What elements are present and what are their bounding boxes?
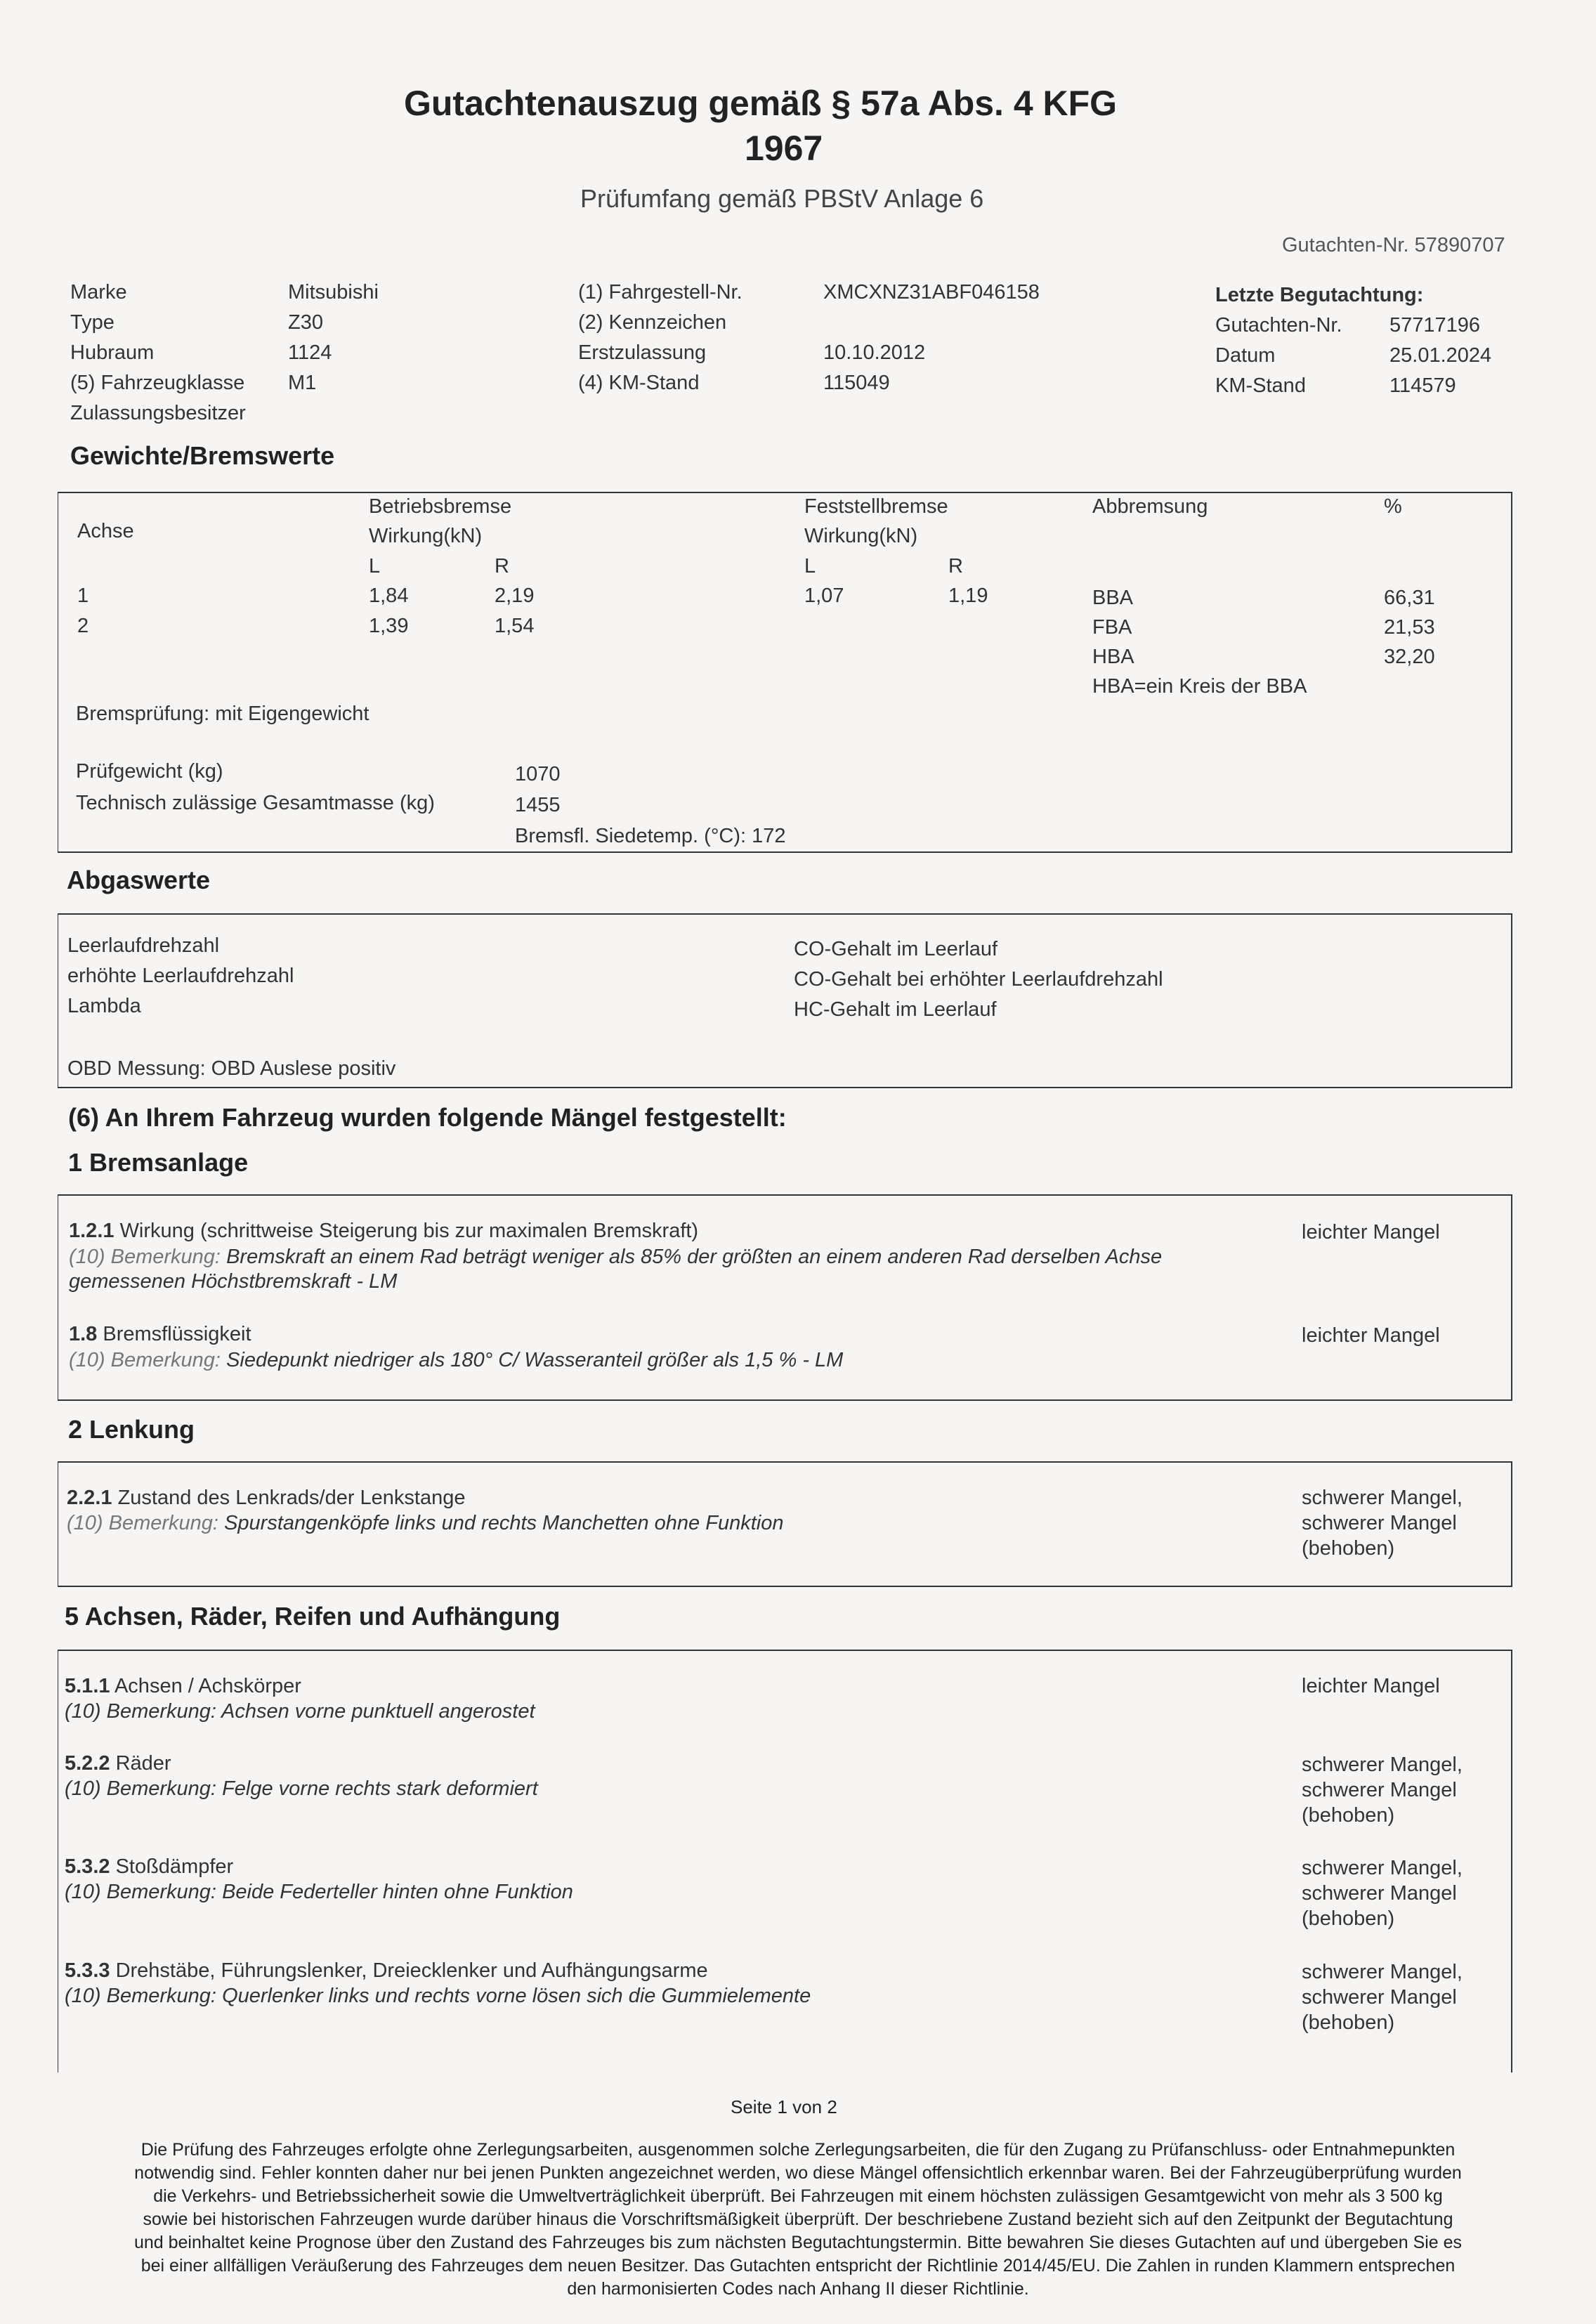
defect-severity: schwerer Mangel	[1302, 1986, 1457, 2009]
defect-code: 5.3.2	[65, 1855, 110, 1878]
defect-severity-status: (behoben)	[1302, 1907, 1395, 1930]
defect-severity: leichter Mangel	[1302, 1324, 1440, 1347]
disclaimer-line: notwendig sind. Fehler konnten daher nur bei jenen Punkten angezeichnet werden, wo diese Mängel offensichtlich erkennbar waren. Bei der Fahrzeugüberprüfung wurden	[134, 2163, 1462, 2183]
test-weight-label: Prüfgewicht (kg)	[76, 760, 223, 783]
axle-1-service-R: 2,19	[495, 585, 535, 607]
defect-severity: schwerer Mangel	[1302, 1882, 1457, 1905]
axle-2: 2	[77, 615, 89, 637]
disclaimer-line: sowie bei historischen Fahrzeugen wurde darüber hinaus die Vorschriftsmäßigkeit überprüft. Der beschriebene Zustand bezieht sich auf den Zeitpunkt der Begutachtung	[143, 2209, 1453, 2229]
emission-high-idle-rpm: erhöhte Leerlaufdrehzahl	[67, 965, 294, 987]
disclaimer-line: den harmonisierten Codes nach Anhang II dieser Richtlinie.	[567, 2279, 1029, 2299]
disclaimer	[70, 2139, 1526, 2301]
gross-mass-value: 1455	[515, 794, 561, 816]
service-effect-header: Wirkung(kN)	[369, 525, 483, 547]
value-erstzulassung: 10.10.2012	[823, 341, 926, 364]
axle-1-service-L: 1,84	[369, 585, 409, 607]
value-hubraum: 1124	[288, 341, 332, 364]
remark-prefix: (10) Bemerkung:	[69, 1246, 221, 1268]
value-fahrzeugklasse: M1	[288, 372, 317, 394]
defect-severity: schwerer Mangel,	[1302, 1857, 1463, 1879]
brake-test-mode: Bremsprüfung: mit Eigengewicht	[76, 703, 369, 725]
section-lenkung: 2 Lenkung	[68, 1415, 195, 1444]
value-type: Z30	[288, 311, 323, 334]
label-fahrgestell: (1) Fahrgestell-Nr.	[578, 281, 743, 303]
emission-hc-idle: HC-Gehalt im Leerlauf	[794, 998, 997, 1021]
defect-severity: schwerer Mangel	[1302, 1779, 1457, 1801]
obd-measurement: OBD Messung: OBD Auslese positiv	[67, 1057, 396, 1080]
disclaimer-line: bei einer allfälligen Veräußerung des Fahrzeuges dem neuen Besitzer. Das Gutachten entspricht der Richtlinie 2014/45/EU. Die Zahlen in runden Klammern entsprechen	[140, 2256, 1456, 2276]
axle-header: Achse	[77, 520, 134, 542]
defect-remark: Bremskraft an einem Rad beträgt weniger als 85% der größten an einem anderen Rad derselben Achse	[226, 1246, 1163, 1268]
defects-heading: (6) An Ihrem Fahrzeug wurden folgende Mängel festgestellt:	[68, 1103, 787, 1132]
service-R-header: R	[495, 555, 509, 577]
document-title: Gutachtenauszug gemäß § 57a Abs. 4 KFG	[404, 84, 1118, 123]
defect-name: Zustand des Lenkrads/der Lenkstange	[117, 1487, 466, 1509]
defect-remark: Querlenker links und rechts vorne lösen sich die Gummielemente	[222, 1985, 811, 2007]
deceleration-header: Abbremsung	[1092, 495, 1208, 518]
emission-idle-rpm: Leerlaufdrehzahl	[67, 934, 220, 957]
parking-R-header: R	[948, 555, 963, 577]
label-erstzulassung: Erstzulassung	[578, 341, 707, 364]
defect-severity: schwerer Mangel,	[1302, 1961, 1463, 1983]
hba-note: HBA=ein Kreis der BBA	[1092, 675, 1307, 698]
defect-remark: Spurstangenköpfe links und rechts Manchetten ohne Funktion	[224, 1512, 784, 1534]
defect-severity-status: (behoben)	[1302, 2011, 1395, 2034]
defect-code: 1.2.1	[69, 1220, 115, 1242]
remark-prefix: (10) Bemerkung:	[65, 1700, 216, 1723]
remark-prefix: (10) Bemerkung:	[69, 1349, 221, 1371]
decel-hba-value: 32,20	[1384, 646, 1435, 668]
defect-severity-status: (behoben)	[1302, 1537, 1395, 1560]
defect-remark: Achsen vorne punktuell angerostet	[221, 1700, 535, 1723]
decel-bba-value: 66,31	[1384, 587, 1435, 609]
brake-fluid-boiling-temp: Bremsfl. Siedetemp. (°C): 172	[515, 825, 786, 847]
value-km-stand: 115049	[823, 372, 890, 394]
parking-brake-header: Feststellbremse	[804, 495, 948, 518]
defect-code: 5.2.2	[65, 1752, 110, 1775]
label-last-date: Datum	[1215, 344, 1276, 367]
defect-severity: schwerer Mangel	[1302, 1512, 1457, 1534]
service-brake-header: Betriebsbremse	[369, 495, 512, 518]
axle-1-parking-L: 1,07	[804, 585, 844, 607]
defect-name: Drehstäbe, Führungslenker, Dreiecklenker und Aufhängungsarme	[115, 1959, 708, 1982]
defect-code: 5.1.1	[65, 1675, 110, 1697]
emissions-heading: Abgaswerte	[67, 866, 211, 894]
value-fahrgestell: XMCXNZ31ABF046158	[823, 281, 1040, 303]
section-achsen: 5 Achsen, Räder, Reifen und Aufhängung	[65, 1602, 561, 1631]
defect-severity: leichter Mangel	[1302, 1675, 1440, 1697]
label-fahrzeugklasse: (5) Fahrzeugklasse	[70, 372, 245, 394]
disclaimer-line: Die Prüfung des Fahrzeuges erfolgte ohne Zerlegungsarbeiten, ausgenommen solche Zerlegungsarbeiten, die für den Zugang zu Prüfanschluss- oder Entnahmepunkten	[140, 2140, 1456, 2160]
defect-name: Achsen / Achskörper	[114, 1675, 301, 1697]
parking-L-header: L	[804, 555, 816, 577]
emission-co-high-idle: CO-Gehalt bei erhöhter Leerlaufdrehzahl	[794, 968, 1163, 991]
emission-co-idle: CO-Gehalt im Leerlauf	[794, 938, 998, 960]
remark-prefix: (10) Bemerkung:	[67, 1512, 218, 1534]
defect-name: Räder	[115, 1752, 171, 1775]
value-last-report-nr: 57717196	[1389, 314, 1481, 337]
decel-bba-label: BBA	[1092, 587, 1134, 609]
decel-fba-label: FBA	[1092, 616, 1132, 639]
disclaimer-line: und beinhaltet keine Prognose über den Zustand des Fahrzeuges bis zum nächsten Begutachtungstermin. Bitte bewahren Sie dieses Gutachten auf und übergeben Sie es	[133, 2233, 1463, 2252]
page-number: Seite 1 von 2	[731, 2096, 837, 2117]
defect-remark: Felge vorne rechts stark deformiert	[222, 1777, 538, 1800]
label-hubraum: Hubraum	[70, 341, 155, 364]
defect-remark-cont: gemessenen Höchstbremskraft - LM	[69, 1270, 398, 1293]
defect-name: Wirkung (schrittweise Steigerung bis zur maximalen Bremskraft)	[119, 1220, 699, 1242]
document-subtitle: Prüfumfang gemäß PBStV Anlage 6	[580, 184, 984, 213]
last-inspection-heading: Letzte Begutachtung:	[1215, 284, 1424, 306]
section-bremsanlage: 1 Bremsanlage	[68, 1148, 249, 1177]
remark-prefix: (10) Bemerkung:	[65, 1985, 216, 2007]
disclaimer-line: die Verkehrs- und Betriebssicherheit sowie die Umweltverträglichkeit überprüft. Bei Fahrzeugen mit einem höchsten zulässigen Gesamtgewicht von mehr als 3 500 kg	[153, 2186, 1443, 2206]
axle-2-service-L: 1,39	[369, 615, 409, 637]
value-last-date: 25.01.2024	[1389, 344, 1492, 367]
defect-remark: Siedepunkt niedriger als 180° C/ Wasseranteil größer als 1,5 % - LM	[226, 1349, 844, 1371]
value-last-km: 114579	[1389, 374, 1456, 397]
defect-severity: leichter Mangel	[1302, 1221, 1440, 1243]
axle-1-parking-R: 1,19	[948, 585, 988, 607]
defect-remark: Beide Federteller hinten ohne Funktion	[222, 1881, 573, 1903]
label-type: Type	[70, 311, 115, 334]
defect-code: 1.8	[69, 1323, 98, 1345]
emission-lambda: Lambda	[67, 995, 141, 1017]
service-L-header: L	[369, 555, 381, 577]
defect-severity: schwerer Mangel,	[1302, 1487, 1463, 1509]
label-zulassungsbesitzer: Zulassungsbesitzer	[70, 402, 246, 424]
label-marke: Marke	[70, 281, 127, 303]
remark-prefix: (10) Bemerkung:	[65, 1777, 216, 1800]
gross-mass-label: Technisch zulässige Gesamtmasse (kg)	[76, 792, 435, 814]
value-marke: Mitsubishi	[288, 281, 379, 303]
brakes-heading: Gewichte/Bremswerte	[70, 441, 335, 470]
defect-code: 5.3.3	[65, 1959, 110, 1982]
defect-severity-status: (behoben)	[1302, 1804, 1395, 1827]
parking-effect-header: Wirkung(kN)	[804, 525, 918, 547]
label-last-report-nr: Gutachten-Nr.	[1215, 314, 1342, 337]
label-kennzeichen: (2) Kennzeichen	[578, 311, 727, 334]
document-year: 1967	[745, 129, 823, 168]
defect-name: Stoßdämpfer	[115, 1855, 234, 1878]
remark-prefix: (10) Bemerkung:	[65, 1881, 216, 1903]
defect-code: 2.2.1	[67, 1487, 112, 1509]
axle-2-service-R: 1,54	[495, 615, 535, 637]
percent-header: %	[1384, 495, 1402, 518]
defect-severity: schwerer Mangel,	[1302, 1754, 1463, 1776]
label-km-stand: (4) KM-Stand	[578, 372, 700, 394]
report-number: Gutachten-Nr. 57890707	[1282, 234, 1505, 256]
axle-1: 1	[77, 585, 89, 607]
defect-name: Bremsflüssigkeit	[103, 1323, 251, 1345]
decel-hba-label: HBA	[1092, 646, 1134, 668]
decel-fba-value: 21,53	[1384, 616, 1435, 639]
label-last-km: KM-Stand	[1215, 374, 1306, 397]
test-weight-value: 1070	[515, 763, 561, 785]
